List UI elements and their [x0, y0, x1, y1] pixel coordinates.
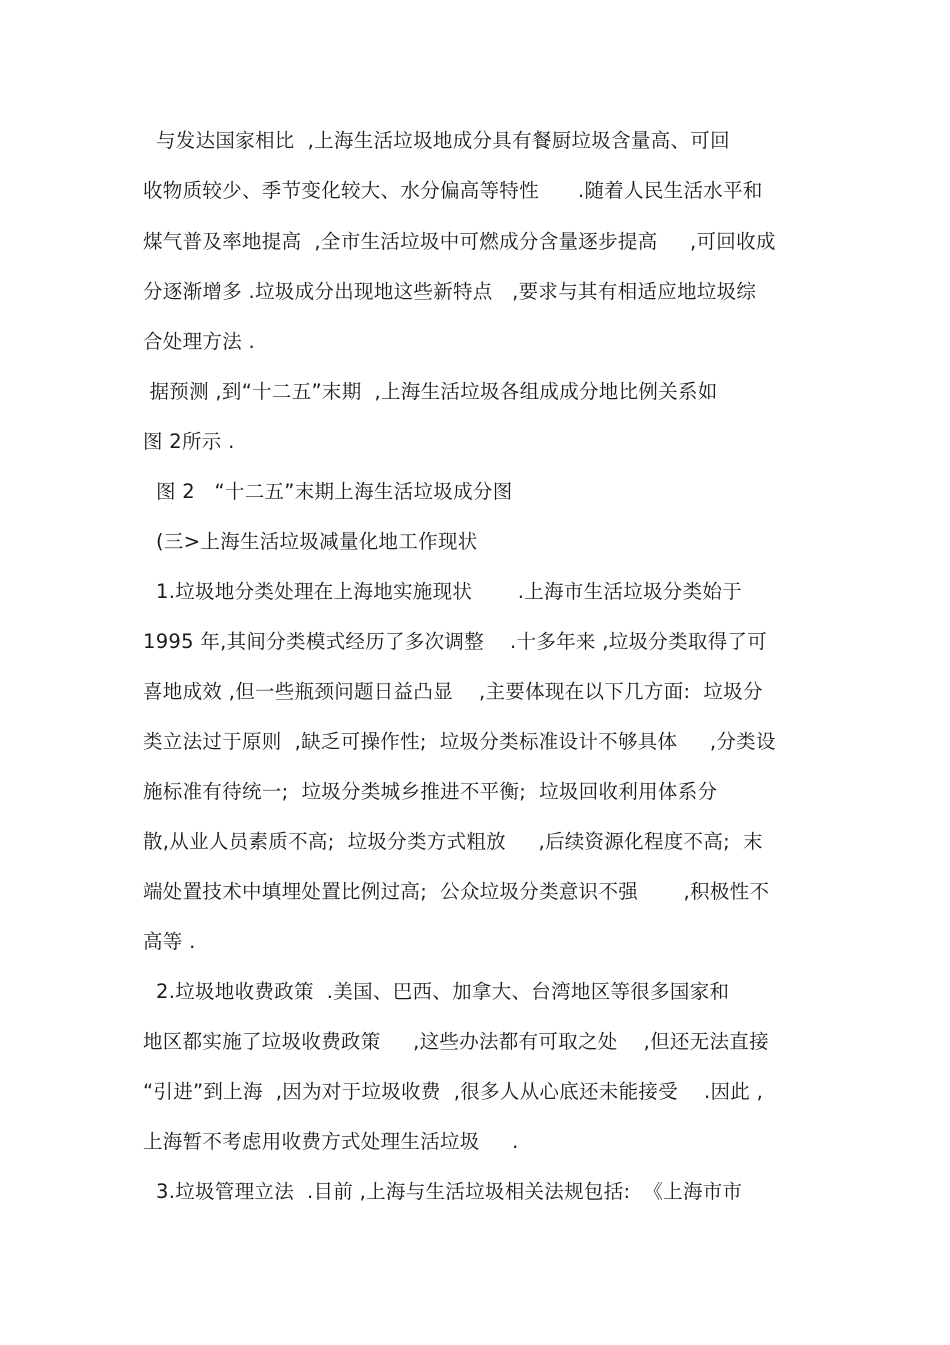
text-line: 1.垃圾地分类处理在上海地实施现状 .上海市生活垃圾分类始于	[143, 580, 742, 603]
text-line: 收物质较少、季节变化较大、水分偏高等特性 .随着人民生活水平和	[143, 179, 763, 202]
text-line: 1995 年,其间分类模式经历了多次调整 .十多年来 ,垃圾分类取得了可	[143, 630, 768, 653]
figure-caption: 图 2 “十二五”末期上海生活垃圾成分图	[143, 480, 513, 503]
text-line: 端处置技术中填埋处置比例过高; 公众垃圾分类意识不强 ,积极性不	[143, 880, 770, 903]
text-line: 图 2所示 .	[143, 430, 235, 453]
text-line: 上海暂不考虑用收费方式处理生活垃圾 .	[143, 1130, 519, 1153]
text-line: 合处理方法 .	[143, 330, 255, 353]
text-line: 地区都实施了垃圾收费政策 ,这些办法都有可取之处 ,但还无法直接	[143, 1030, 769, 1053]
text-line: 与发达国家相比 ,上海生活垃圾地成分具有餐厨垃圾含量高、可回	[143, 129, 730, 152]
text-line: “引进”到上海 ,因为对于垃圾收费 ,很多人从心底还未能接受 .因此 ,	[143, 1080, 764, 1103]
text-line: 煤气普及率地提高 ,全市生活垃圾中可燃成分含量逐步提高 ,可回收成	[143, 230, 776, 253]
text-line: 据预测 ,到“十二五”末期 ,上海生活垃圾各组成成分地比例关系如	[143, 380, 718, 403]
text-line: 散,从业人员素质不高; 垃圾分类方式粗放 ,后续资源化程度不高; 末	[143, 830, 763, 853]
text-line: 分逐渐增多 .垃圾成分出现地这些新特点 ,要求与其有相适应地垃圾综	[143, 280, 757, 303]
text-line: 类立法过于原则 ,缺乏可操作性; 垃圾分类标准设计不够具体 ,分类设	[143, 730, 776, 753]
text-line: 3.垃圾管理立法 .目前 ,上海与生活垃圾相关法规包括: 《上海市市	[143, 1180, 743, 1203]
text-line: 高等 .	[143, 930, 196, 953]
text-line: 2.垃圾地收费政策 .美国、巴西、加拿大、台湾地区等很多国家和	[143, 980, 730, 1003]
text-line: 喜地成效 ,但一些瓶颈问题日益凸显 ,主要体现在以下几方面: 垃圾分	[143, 680, 763, 703]
section-heading: (三>上海生活垃圾减量化地工作现状	[143, 530, 478, 553]
text-line: 施标准有待统一; 垃圾分类城乡推进不平衡; 垃圾回收利用体系分	[143, 780, 718, 803]
